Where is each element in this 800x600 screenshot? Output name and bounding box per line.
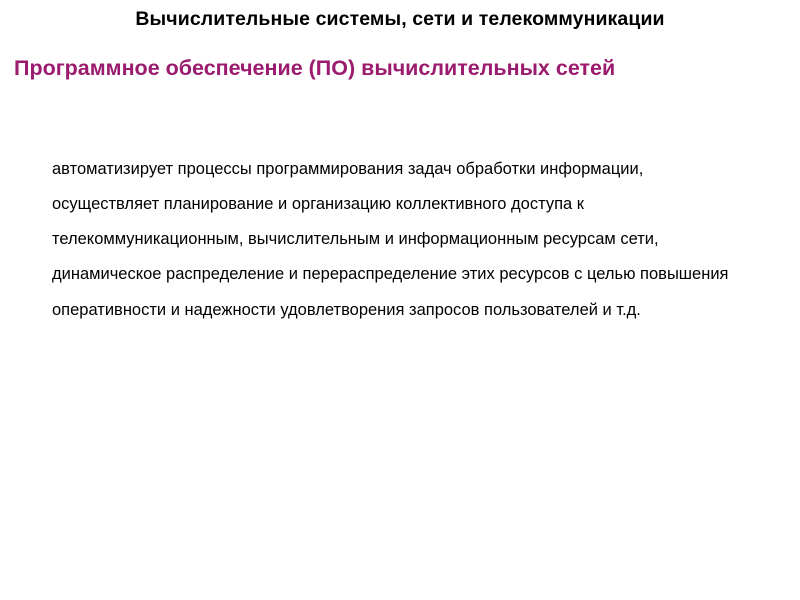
page-title: Программное обеспечение (ПО) вычислительных сетей	[14, 56, 616, 80]
slide-body	[52, 152, 752, 328]
body-paragraph: автоматизирует процессы программирования задач обработки информации, осуществляет планирование и организацию коллективного доступа к телекоммуникационным, вычислительным и информационным ресурсам сети, динамическое распределение и перераспределение этих ресурсов с целью повышения оперативности и надежности удовлетворения запросов пользователей и т.д.	[52, 160, 729, 319]
slide-header: Вычислительные системы, сети и телекоммуникации	[135, 8, 665, 30]
